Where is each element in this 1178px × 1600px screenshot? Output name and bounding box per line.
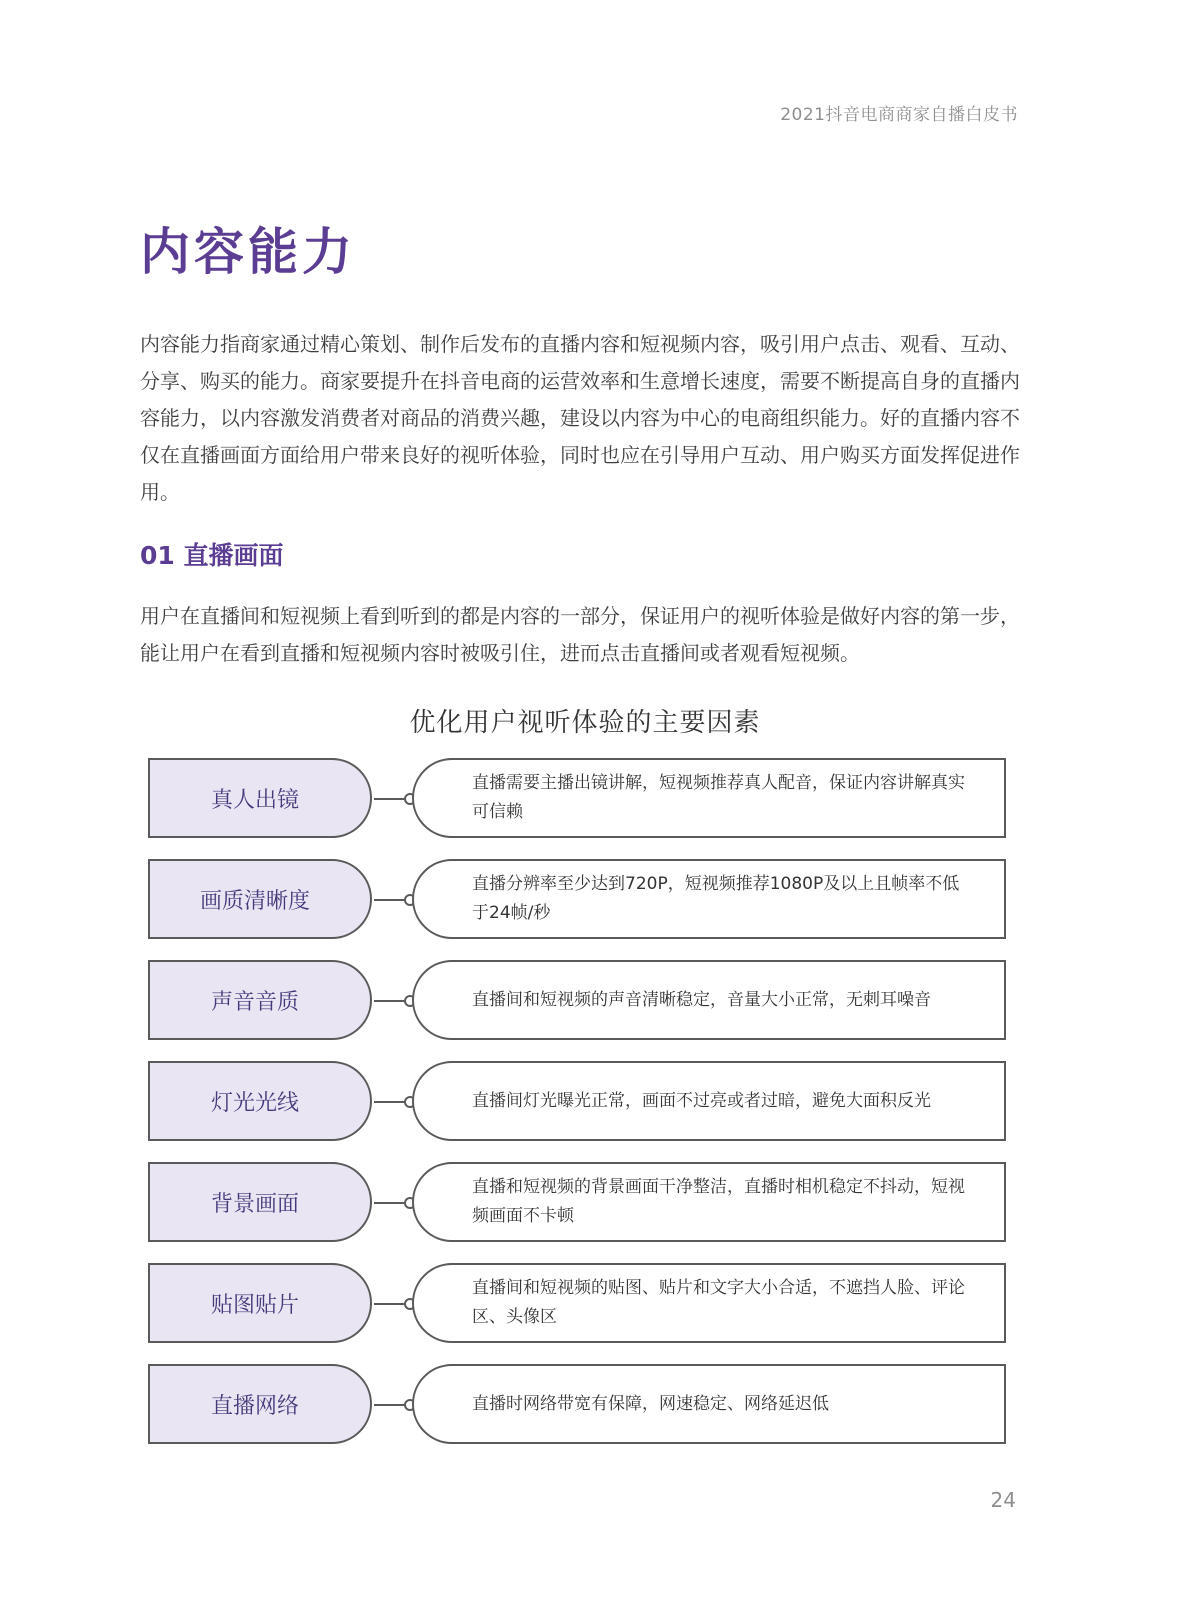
factor-description: 直播间和短视频的贴图、贴片和文字大小合适，不遮挡人脸、评论区、头像区 [412, 1263, 1006, 1343]
factor-description: 直播时网络带宽有保障，网速稳定、网络延迟低 [412, 1364, 1006, 1444]
factor-name: 画质清晰度 [148, 859, 372, 939]
factor-description: 直播需要主播出镜讲解，短视频推荐真人配音，保证内容讲解真实可信赖 [412, 758, 1006, 838]
factor-row [148, 859, 1010, 943]
factor-name: 贴图贴片 [148, 1263, 372, 1343]
factor-name: 声音音质 [148, 960, 372, 1040]
page-number: 24 [990, 1488, 1016, 1512]
section-paragraph: 用户在直播间和短视频上看到听到的都是内容的一部分，保证用户的视听体验是做好内容的第一步，能让用户在看到直播和短视频内容时被吸引住，进而点击直播间或者观看短视频。 [140, 604, 1020, 665]
factor-row [148, 758, 1010, 842]
factor-name: 真人出镜 [148, 758, 372, 838]
diagram-title: 优化用户视听体验的主要因素 [409, 708, 761, 738]
page-title: 内容能力 [140, 223, 356, 281]
factor-row [148, 1263, 1010, 1347]
factor-name: 直播网络 [148, 1364, 372, 1444]
factor-list [148, 758, 1010, 1465]
factor-row [148, 960, 1010, 1044]
factor-row [148, 1061, 1010, 1145]
section-heading: 01 直播画面 [140, 541, 284, 570]
factor-description: 直播间灯光曝光正常，画面不过亮或者过暗，避免大面积反光 [412, 1061, 1006, 1141]
document-title: 2021抖音电商商家自播白皮书 [780, 105, 1018, 125]
intro-paragraph: 内容能力指商家通过精心策划、制作后发布的直播内容和短视频内容，吸引用户点击、观看、互动、分享、购买的能力。商家要提升在抖音电商的运营效率和生意增长速度，需要不断提高自身的直播内容能力，以内容激发消费者对商品的消费兴趣，建设以内容为中心的电商组织能力。好的直播内容不仅在直播画面方面给用户带来良好的视听体验，同时也应在引导用户互动、用户购买方面发挥促进作用。 [140, 332, 1020, 504]
factor-description: 直播间和短视频的声音清晰稳定，音量大小正常，无刺耳噪音 [412, 960, 1006, 1040]
factor-row [148, 1162, 1010, 1246]
factor-row [148, 1364, 1010, 1448]
factor-name: 背景画面 [148, 1162, 372, 1242]
factor-description: 直播和短视频的背景画面干净整洁，直播时相机稳定不抖动，短视频画面不卡顿 [412, 1162, 1006, 1242]
factor-description: 直播分辨率至少达到720P，短视频推荐1080P及以上且帧率不低于24帧/秒 [412, 859, 1006, 939]
factor-name: 灯光光线 [148, 1061, 372, 1141]
